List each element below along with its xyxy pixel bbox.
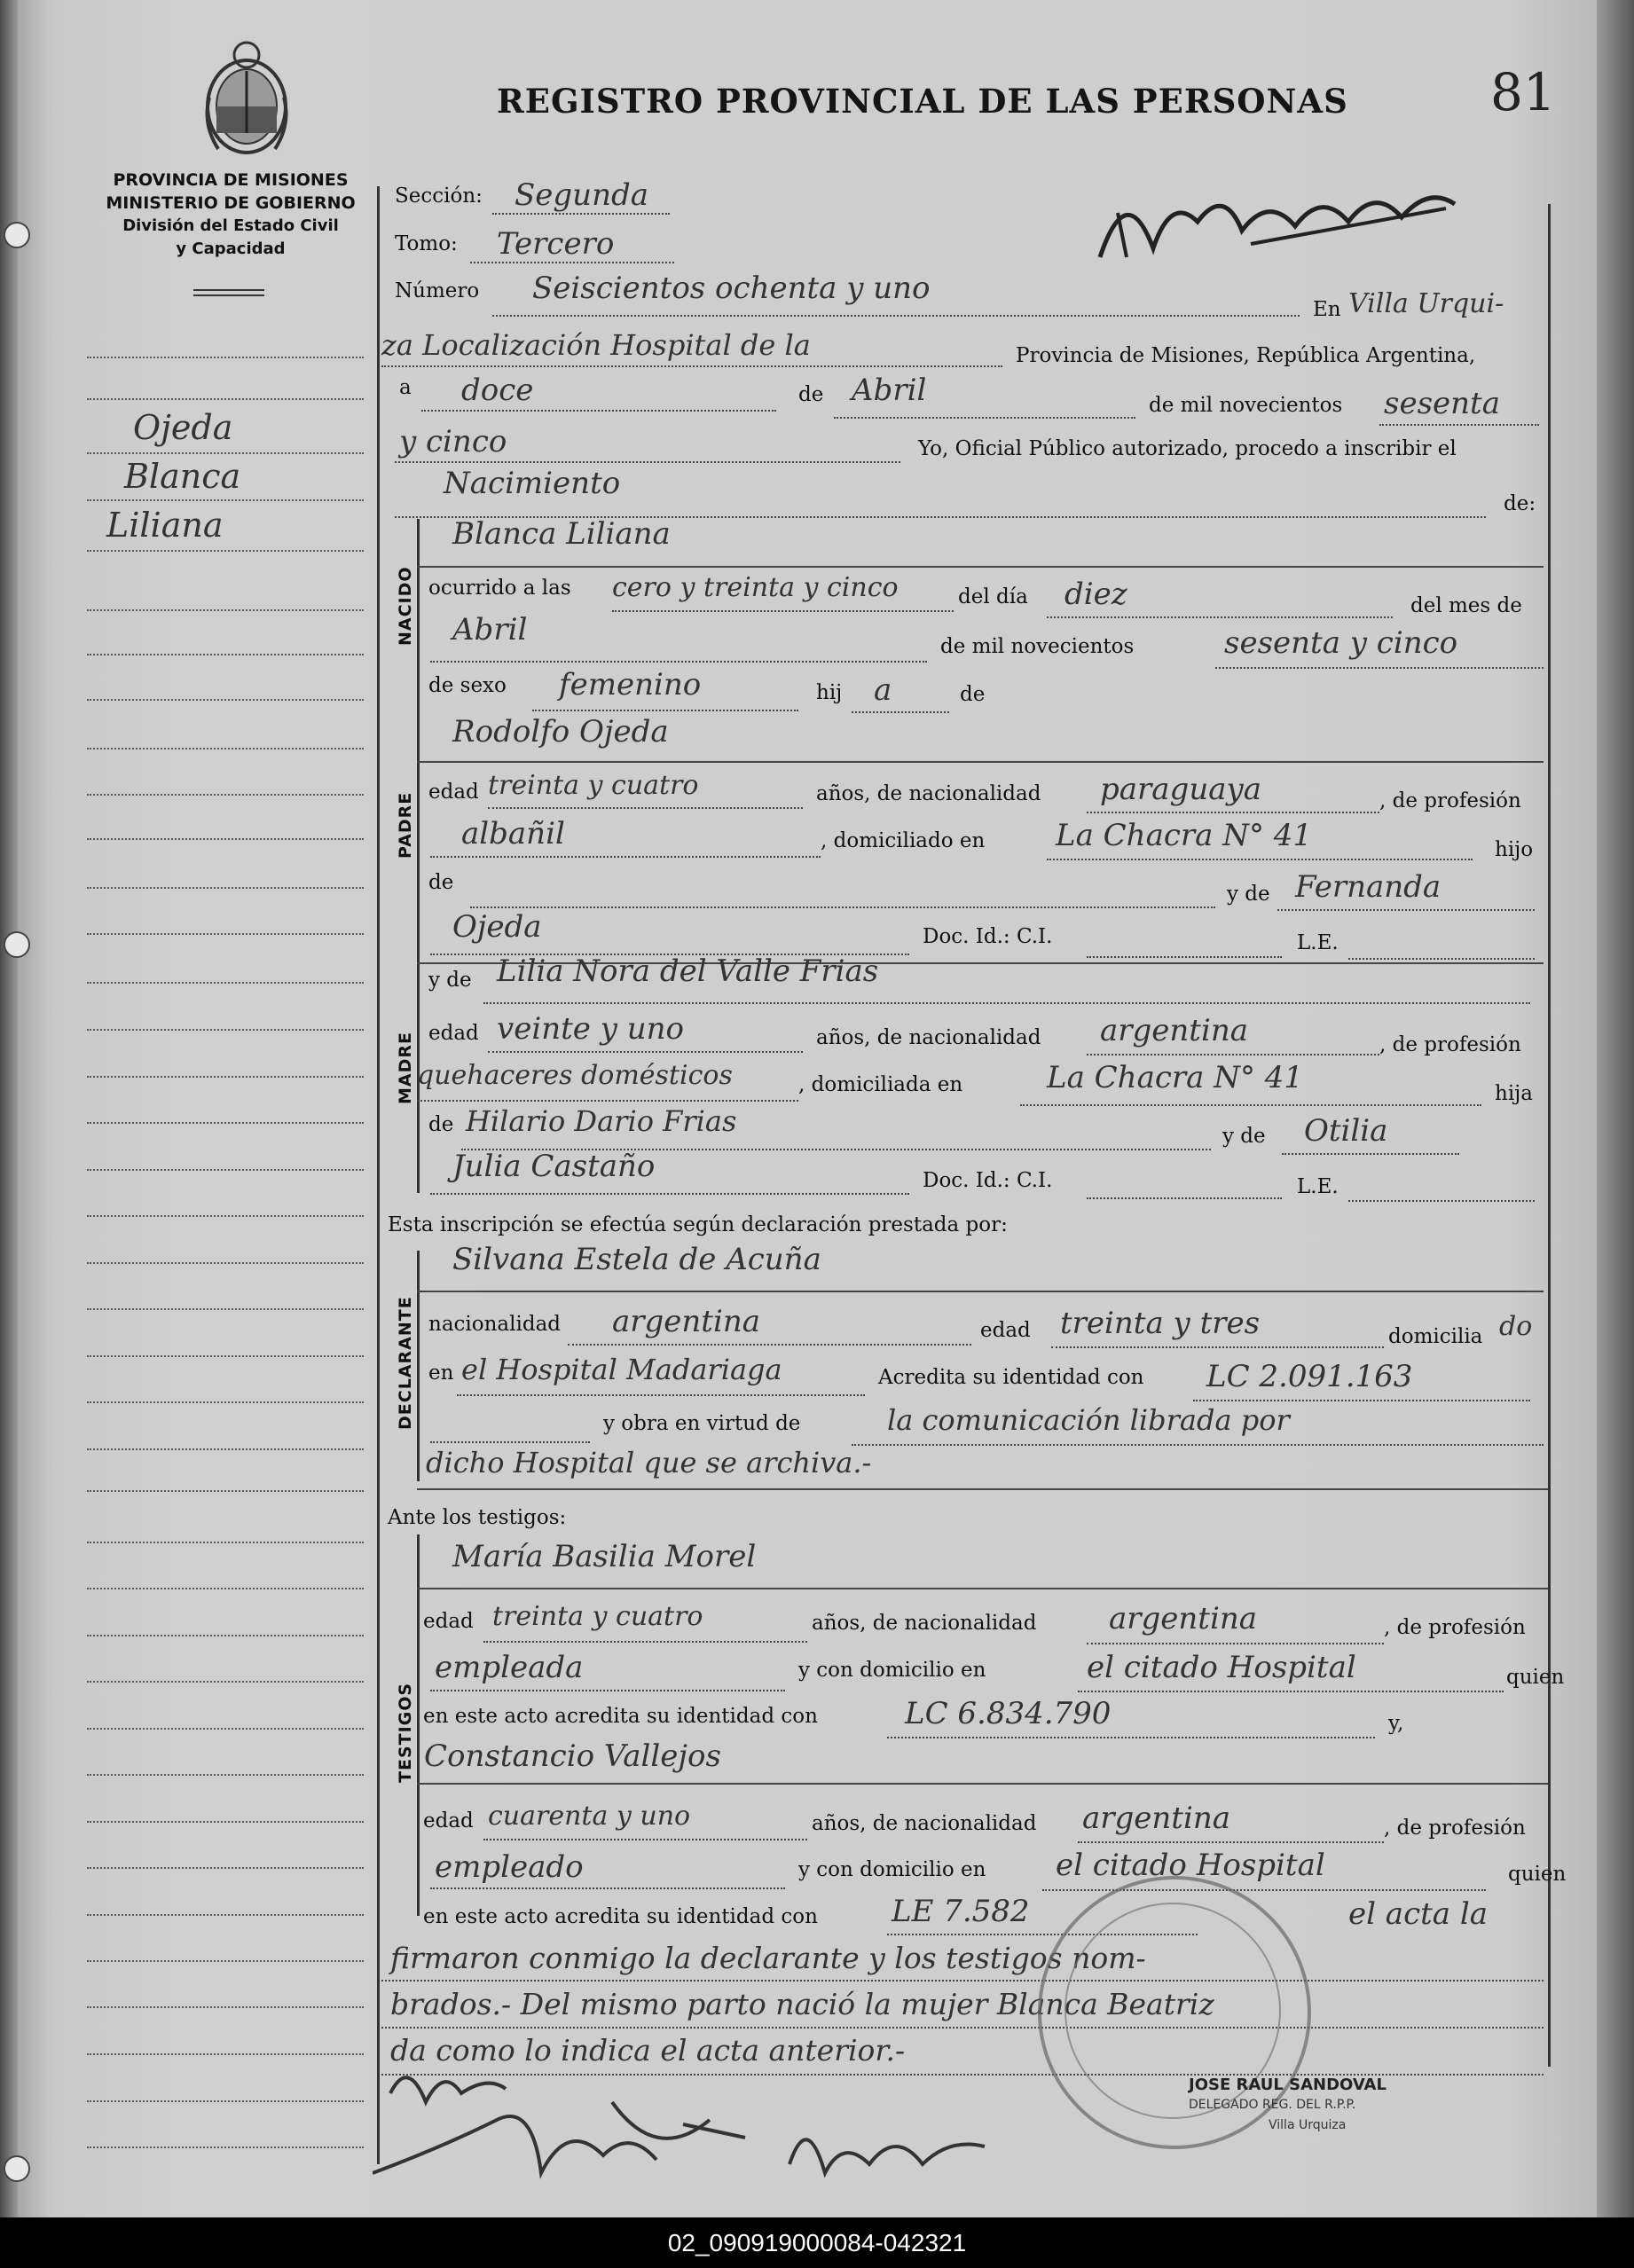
value-padre-nac: paraguaya <box>1100 772 1261 807</box>
value-padre-edad: treinta y cuatro <box>488 770 699 801</box>
label-domicilio-t1: y con domicilio en <box>798 1659 986 1682</box>
margin-second-name: Liliana <box>106 506 224 545</box>
value-en: Villa Urqui- <box>1348 288 1504 319</box>
value-hij: a <box>874 672 892 708</box>
label-acredita: Acredita su identidad con <box>878 1366 1144 1389</box>
value-decl-dom-2: el Hospital Madariaga <box>461 1353 782 1386</box>
label-profesion-t2: , de profesión <box>1384 1817 1526 1840</box>
label-profesion-madre: , de profesión <box>1379 1033 1521 1056</box>
value-padre-prof: albañil <box>461 816 565 851</box>
label-hijo: hijo <box>1495 838 1534 861</box>
value-acto: Nacimiento <box>444 466 621 501</box>
label-anos-nac-padre: años, de nacionalidad <box>816 782 1041 805</box>
section-label-testigos: TESTIGOS <box>396 1682 415 1783</box>
coat-of-arms-icon <box>200 35 293 160</box>
value-t2-doc: LE 7.582 <box>892 1894 1030 1929</box>
label-acredita-t1: en este acto acredita su identidad con <box>423 1705 818 1728</box>
value-decl-doc: LC 2.091.163 <box>1206 1359 1413 1394</box>
label-nacionalidad-decl: nacionalidad <box>428 1313 562 1336</box>
section-label-declarante: DECLARANTE <box>396 1296 415 1430</box>
issuer-ministry: MINISTERIO DE GOBIERNO <box>106 193 356 213</box>
frame-line <box>377 186 380 2164</box>
value-dia: doce <box>461 373 534 408</box>
value-padre: Rodolfo Ojeda <box>452 714 669 749</box>
value-madre-nac: argentina <box>1100 1013 1249 1048</box>
divider <box>193 294 264 296</box>
label-de-padre: de <box>428 871 454 894</box>
label-a: a <box>399 376 412 399</box>
scan-code-footer: 02_090919000084-042321 <box>0 2217 1634 2268</box>
value-t2-dom: el citado Hospital <box>1056 1848 1325 1883</box>
note-line-2: brados.- Del mismo parto nació la mujer Blanca Beatriz <box>390 1987 1214 2021</box>
value-madre: Lilia Nora del Valle Frias <box>497 954 879 989</box>
label-ante-testigos: Ante los testigos: <box>388 1506 567 1529</box>
value-madre-madre: Otilia <box>1304 1113 1388 1149</box>
value-anio-nac: sesenta y cinco <box>1224 625 1458 661</box>
value-testigo2: Constancio Vallejos <box>424 1738 721 1774</box>
value-t1-doc: LC 6.834.790 <box>905 1696 1112 1731</box>
label-anos-nac-t2: años, de nacionalidad <box>812 1812 1037 1835</box>
label-edad-madre: edad <box>428 1022 479 1045</box>
label-de-2: de <box>960 683 986 706</box>
label-esta-inscripcion: Esta inscripción se efectúa según declaración prestada por: <box>388 1213 1008 1236</box>
label-obra: y obra en virtud de <box>603 1412 801 1435</box>
margin-first-name: Blanca <box>124 457 241 496</box>
label-mil-novecientos-2: de mil novecientos <box>940 635 1135 658</box>
value-nombre: Blanca Liliana <box>452 516 671 552</box>
label-y-de-madre: y de <box>428 969 472 992</box>
issuer-division: División del Estado Civil <box>122 216 339 235</box>
label-domicilia: domicilia <box>1388 1325 1483 1348</box>
value-t2-edad: cuarenta y uno <box>488 1801 691 1832</box>
label-del-dia: del día <box>958 585 1028 608</box>
value-testigo1: María Basilia Morel <box>452 1539 757 1574</box>
binding-hole <box>4 2155 30 2182</box>
value-t1-nac: argentina <box>1109 1601 1258 1636</box>
value-t1-edad: treinta y cuatro <box>492 1601 703 1632</box>
label-edad-t2: edad <box>423 1809 474 1832</box>
page-title: REGISTRO PROVINCIAL DE LAS PERSONAS <box>497 82 1348 121</box>
value-t1-prof: empleada <box>435 1650 584 1685</box>
binding-hole <box>4 931 30 958</box>
label-sexo: de sexo <box>428 674 507 697</box>
label-numero: Número <box>395 279 480 302</box>
value-t2-prof: empleado <box>435 1849 584 1885</box>
label-edad-t1: edad <box>423 1610 474 1633</box>
value-hora: cero y treinta y cinco <box>612 572 899 603</box>
stamp-name: JOSE RAUL SANDOVAL <box>1189 2076 1387 2094</box>
value-madre-dom: La Chacra N° 41 <box>1047 1060 1304 1095</box>
label-del-mes: del mes de <box>1410 594 1522 617</box>
frame-line <box>1548 204 1551 2067</box>
value-dia-nac: diez <box>1064 577 1127 612</box>
section-label-nacido: NACIDO <box>396 566 415 646</box>
value-t2-tail: el acta la <box>1348 1896 1489 1932</box>
label-hij: hij <box>816 681 843 704</box>
value-en-2: za Localización Hospital de la <box>381 328 811 362</box>
stamp-role: DELEGADO REG. DEL R.P.P. <box>1189 2098 1356 2112</box>
label-acredita-t2: en este acto acredita su identidad con <box>423 1905 818 1928</box>
label-edad-padre: edad <box>428 781 479 804</box>
issuer-province: PROVINCIA DE MISIONES <box>113 170 349 190</box>
signature-icon <box>1091 160 1464 266</box>
section-label-padre: PADRE <box>396 791 415 859</box>
label-en-decl: en <box>428 1362 454 1385</box>
label-anos-nac-madre: años, de nacionalidad <box>816 1026 1041 1049</box>
label-seccion: Sección: <box>395 184 483 208</box>
label-tomo: Tomo: <box>395 232 458 255</box>
value-tomo: Tercero <box>497 226 615 262</box>
label-y-de-madre-2: y de <box>1222 1125 1266 1148</box>
label-quien-t1: quien <box>1506 1666 1565 1689</box>
binding-hole <box>4 222 30 248</box>
value-decl-edad: treinta y tres <box>1060 1306 1261 1341</box>
value-decl-obra-2: dicho Hospital que se archiva.- <box>426 1446 872 1479</box>
section-label-madre: MADRE <box>396 1032 415 1104</box>
label-edad-decl: edad <box>980 1319 1031 1342</box>
value-declarante: Silvana Estela de Acuña <box>452 1242 821 1277</box>
label-domicilio-t2: y con domicilio en <box>798 1858 986 1881</box>
value-padre-dom: La Chacra N° 41 <box>1056 818 1313 853</box>
label-yo-oficial: Yo, Oficial Público autorizado, procedo a inscribir el <box>918 437 1457 460</box>
stamp-place: Villa Urquiza <box>1269 2118 1347 2132</box>
value-mes-nac: Abril <box>452 612 528 647</box>
value-t2-nac: argentina <box>1082 1801 1231 1836</box>
value-madre-prof: quehaceres domésticos <box>417 1060 733 1091</box>
value-t1-dom: el citado Hospital <box>1087 1650 1356 1685</box>
label-doc-madre: Doc. Id.: C.I. <box>923 1169 1053 1192</box>
issuer-division-2: y Capacidad <box>176 239 286 258</box>
value-madre-edad: veinte y uno <box>497 1011 684 1047</box>
label-de: de <box>798 383 824 406</box>
label-y-de-padre: y de <box>1227 883 1270 906</box>
value-padre-madre-2: Ojeda <box>452 909 542 945</box>
page-edge <box>1597 0 1634 2217</box>
label-quien-t2: quien <box>1508 1863 1567 1886</box>
divider <box>193 289 264 291</box>
label-de-colon: de: <box>1504 492 1536 515</box>
margin-surname: Ojeda <box>133 408 233 447</box>
value-decl-obra: la comunicación librada por <box>887 1403 1290 1437</box>
label-hija: hija <box>1495 1082 1534 1105</box>
label-profesion-padre: , de profesión <box>1379 789 1521 812</box>
note-line-1: firmaron conmigo la declarante y los testigos nom- <box>390 1941 1146 1975</box>
label-provincia: Provincia de Misiones, República Argentina, <box>1016 344 1476 367</box>
label-de-madre: de <box>428 1113 454 1136</box>
label-le-madre: L.E. <box>1297 1175 1339 1198</box>
value-anio: sesenta <box>1384 386 1500 421</box>
value-mes: Abril <box>852 373 927 408</box>
issuer-block <box>71 169 390 261</box>
label-doc-padre: Doc. Id.: C.I. <box>923 925 1053 948</box>
signatures-icon <box>373 2040 1127 2217</box>
value-decl-dom: do <box>1499 1311 1533 1342</box>
label-anos-nac-t1: años, de nacionalidad <box>812 1612 1037 1635</box>
label-domiciliado: , domiciliado en <box>821 829 986 852</box>
value-numero: Seiscientos ochenta y uno <box>532 271 931 306</box>
label-mil-novecientos: de mil novecientos <box>1149 394 1343 417</box>
value-anio-2: y cinco <box>399 424 507 459</box>
value-seccion: Segunda <box>515 177 649 213</box>
binding-shadow <box>0 0 18 2217</box>
value-padre-madre: Fernanda <box>1295 869 1442 905</box>
value-madre-madre-2: Julia Castaño <box>452 1149 656 1184</box>
value-sexo: femenino <box>559 667 702 702</box>
page-number: 81 <box>1490 62 1556 122</box>
label-le-padre: L.E. <box>1297 931 1339 954</box>
value-madre-padre: Hilario Dario Frias <box>466 1104 737 1138</box>
value-decl-nac: argentina <box>612 1304 761 1339</box>
label-en: En <box>1313 298 1341 321</box>
label-domiciliada: , domiciliada en <box>798 1073 963 1096</box>
label-y-comma: y, <box>1388 1712 1404 1735</box>
note-line-3: da como lo indica el acta anterior.- <box>390 2033 906 2068</box>
label-profesion-t1: , de profesión <box>1384 1616 1526 1639</box>
label-ocurrido: ocurrido a las <box>428 577 571 600</box>
